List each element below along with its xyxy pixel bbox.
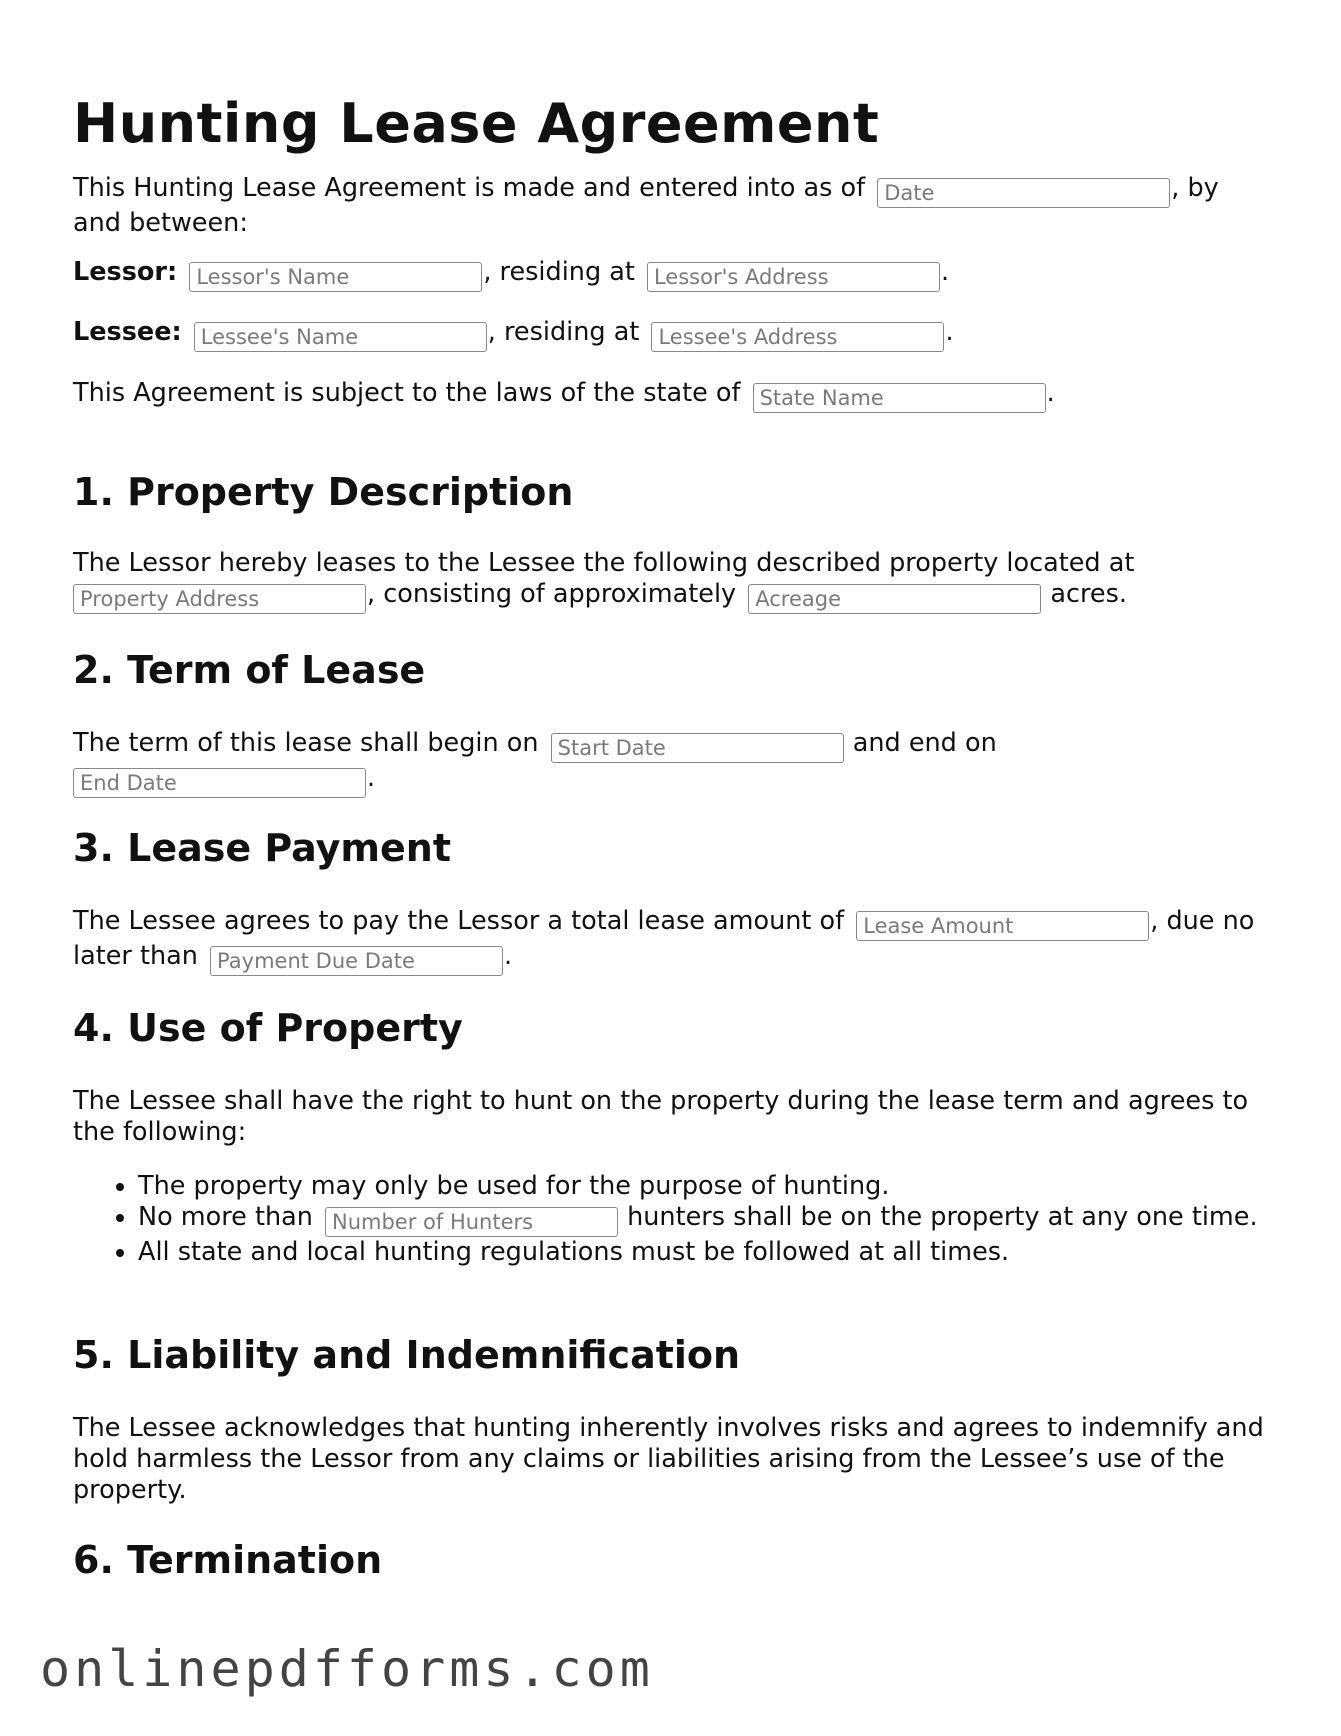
term-paragraph	[73, 728, 1273, 798]
property-consisting-text: , consisting of approximately	[367, 579, 737, 609]
state-end: .	[1046, 378, 1055, 408]
payment-due-text: , due no later than	[73, 906, 1255, 971]
section-heading-liability: 5. Liability and Indemnification	[73, 1333, 741, 1377]
rule-2-tail: hunters shall be on the property at any one time.	[627, 1202, 1258, 1232]
lessor-end: .	[940, 257, 950, 287]
lessor-address-field[interactable]	[647, 262, 940, 292]
start-date-field[interactable]	[551, 733, 844, 763]
payment-due-date-field[interactable]	[210, 946, 503, 976]
lessor-label: Lessor:	[73, 257, 178, 287]
payment-text: The Lessee agrees to pay the Lessor a total lease amount of	[73, 906, 845, 936]
state-text: This Agreement is subject to the laws of the state of	[73, 378, 741, 408]
rule-1-text: The property may only be used for the purpose of hunting.	[138, 1171, 890, 1201]
section-heading-termination: 6. Termination	[73, 1538, 383, 1582]
payment-end: .	[504, 941, 513, 971]
rule-3-text: All state and local hunting regulations must be followed at all times.	[138, 1237, 1010, 1267]
section-heading-property: 1. Property Description	[73, 470, 574, 514]
lessee-name-field[interactable]	[194, 322, 487, 352]
term-end: .	[367, 763, 376, 793]
rule-2-text: No more than	[138, 1202, 313, 1232]
acres-text: acres.	[1050, 579, 1127, 609]
state-line	[73, 378, 1273, 413]
section-heading-payment: 3. Lease Payment	[73, 826, 452, 870]
payment-paragraph	[73, 906, 1273, 976]
lessor-name-field[interactable]	[189, 262, 482, 292]
intro-tail: , by and between:	[73, 173, 1219, 238]
section-heading-term: 2. Term of Lease	[73, 648, 426, 692]
liability-paragraph: The Lessee acknowledges that hunting inherently involves risks and agrees to indemnify and hold harmless the Lessor from any claims or liabilities arising from the Lessee’s use of the property.	[73, 1413, 1264, 1505]
property-address-field[interactable]	[73, 584, 366, 614]
list-item	[138, 1202, 1278, 1237]
term-and-end-text: and end on	[852, 728, 997, 758]
watermark: onlinepdfforms.com	[40, 1640, 654, 1698]
number-of-hunters-field[interactable]	[325, 1207, 618, 1237]
lessee-label: Lessee:	[73, 317, 182, 347]
lessor-line	[73, 257, 1273, 292]
lessee-line	[73, 317, 1273, 352]
intro-paragraph	[73, 173, 1273, 239]
section-heading-use: 4. Use of Property	[73, 1006, 463, 1050]
acreage-field[interactable]	[748, 584, 1041, 614]
end-date-field[interactable]	[73, 768, 366, 798]
property-text: The Lessor hereby leases to the Lessee the following described property located at	[73, 548, 1135, 578]
use-intro: The Lessee shall have the right to hunt on the property during the lease term and agrees to the following:	[73, 1086, 1249, 1147]
list-item	[138, 1237, 1278, 1268]
lessee-residing-text: , residing at	[487, 317, 640, 347]
lessee-address-field[interactable]	[651, 322, 944, 352]
list-item	[138, 1171, 1278, 1202]
intro-text: This Hunting Lease Agreement is made and entered into as of	[73, 173, 866, 203]
document-title: Hunting Lease Agreement	[73, 92, 880, 155]
lessor-residing-text: , residing at	[483, 257, 635, 287]
date-field[interactable]	[877, 178, 1170, 208]
term-text: The term of this lease shall begin on	[73, 728, 539, 758]
lessee-end: .	[945, 317, 954, 347]
state-name-field[interactable]	[753, 383, 1046, 413]
property-paragraph	[73, 548, 1273, 614]
use-rules-list	[73, 1171, 1278, 1268]
lease-amount-field[interactable]	[856, 911, 1149, 941]
